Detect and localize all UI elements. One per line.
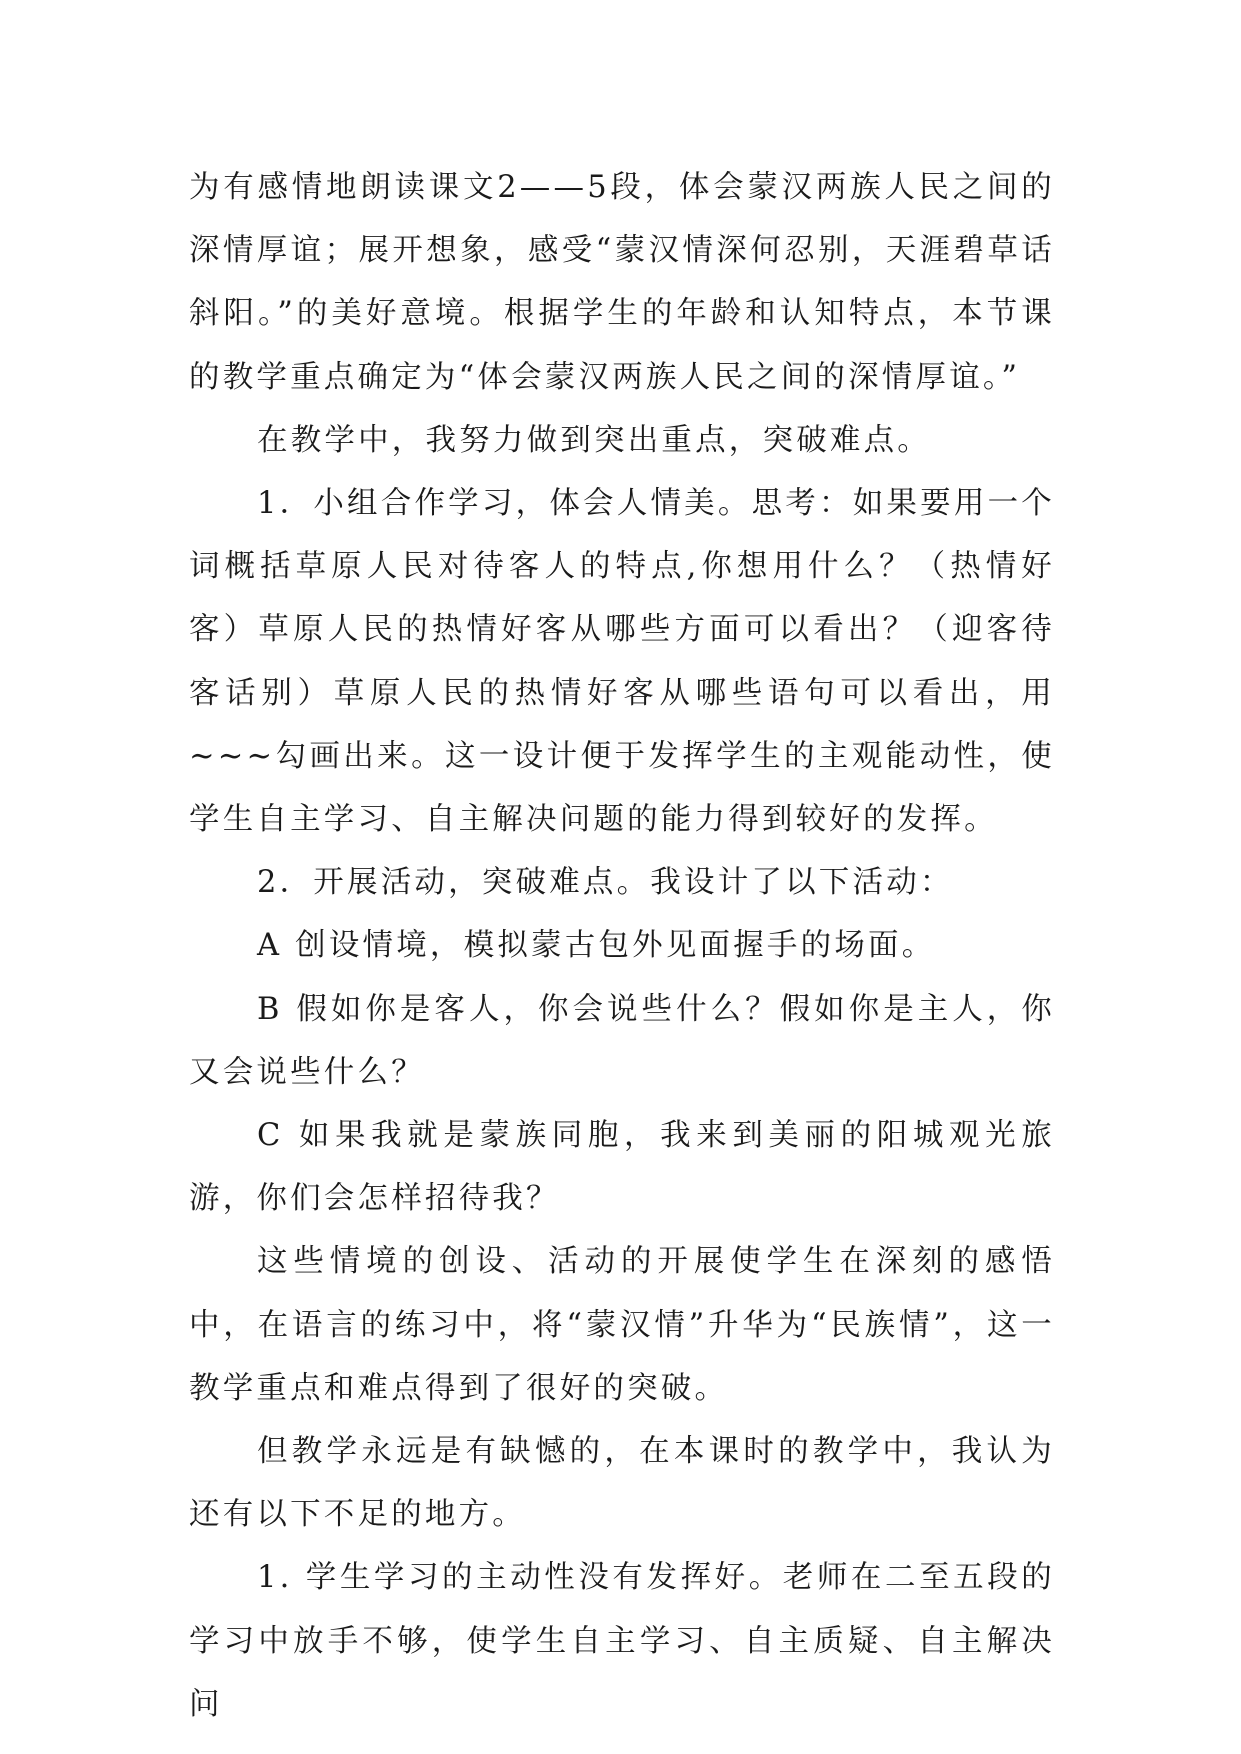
- paragraph-3: 1．小组合作学习，体会人情美。思考：如果要用一个词概括草原人民对待客人的特点,你想用什么？（热情好客）草原人民的热情好客从哪些方面可以看出？（迎客待客话别）草原人民的热情好客从哪些语句可以看出，用~~~勾画出来。这一设计便于发挥学生的主观能动性，使学生自主学习、自主解决问题的能力得到较好的发挥。: [189, 486, 1055, 838]
- document-body: [189, 156, 1055, 1736]
- paragraph-6: B 假如你是客人，你会说些什么？假如你是主人，你又会说些什么？: [189, 991, 1055, 1090]
- paragraph-1: 为有感情地朗读课文2——5段，体会蒙汉两族人民之间的深情厚谊；展开想象，感受“蒙汉情深何忍别，天涯碧草话斜阳。”的美好意境。根据学生的年龄和认知特点，本节课的教学重点确定为“体会蒙汉两族人民之间的深情厚谊。”: [189, 170, 1055, 395]
- paragraph-10: 1. 学生学习的主动性没有发挥好。老师在二至五段的学习中放手不够，使学生自主学习、自主质疑、自主解决问: [189, 1560, 1055, 1722]
- paragraph-5: A 创设情境，模拟蒙古包外见面握手的场面。: [257, 928, 936, 964]
- paragraph-8: 这些情境的创设、活动的开展使学生在深刻的感悟中，在语言的练习中，将“蒙汉情”升华为“民族情”，这一教学重点和难点得到了很好的突破。: [189, 1244, 1055, 1406]
- paragraph-7: C 如果我就是蒙族同胞，我来到美丽的阳城观光旅游，你们会怎样招待我？: [189, 1118, 1055, 1217]
- paragraph-2: 在教学中，我努力做到突出重点，突破难点。: [257, 422, 931, 458]
- paragraph-9: 但教学永远是有缺憾的，在本课时的教学中，我认为还有以下不足的地方。: [189, 1434, 1055, 1533]
- paragraph-4: 2．开展活动，突破难点。我设计了以下活动：: [257, 865, 954, 901]
